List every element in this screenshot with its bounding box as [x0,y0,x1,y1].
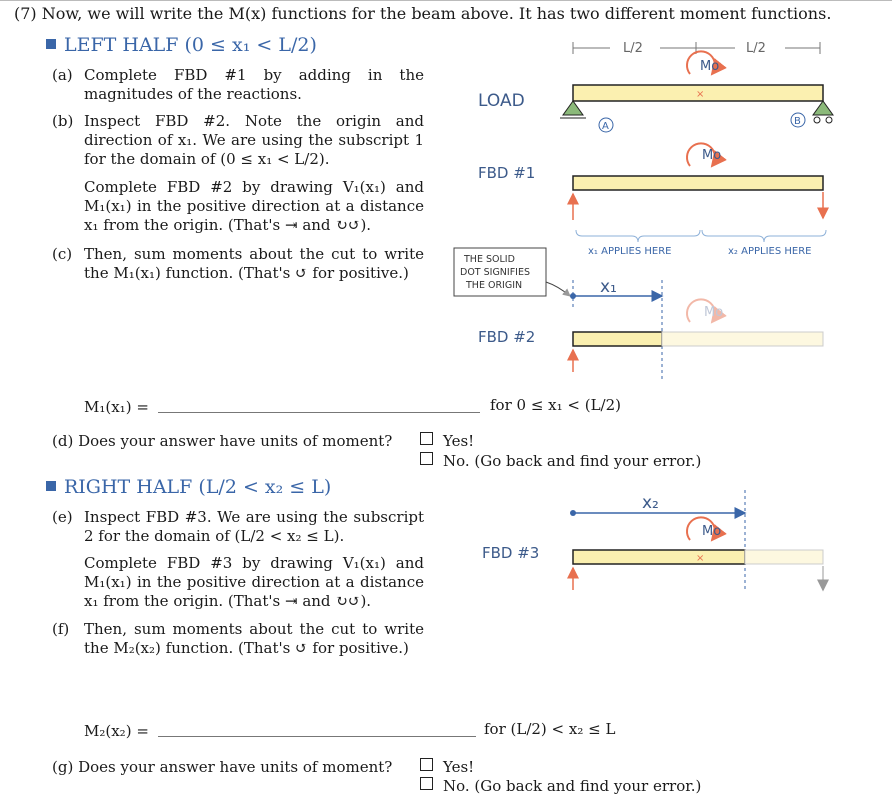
roller-support-icon [813,101,833,115]
item-b-instructions: Complete FBD #2 by drawing V₁(x₁) and M₁(x₁) in the positive direction at a distance x₁ from the origin. (That's ⇥ and ↻↺). [84,178,424,234]
svg-text:DOT SIGNIFIES: DOT SIGNIFIES [460,267,531,278]
pin-support-icon [563,101,583,115]
fbd2-label: FBD #2 [478,328,536,346]
item-c: (c) Then, sum moments about the cut to write the M₁(x₁) function. (That's ↺ for positive.) [52,245,424,282]
question-text: Now, we will write the M(x) functions for the beam above. It has two different moment functions. [41,4,832,23]
m1-answer-field[interactable] [158,396,480,413]
fbd2-beam-segment [573,332,662,346]
support-b-label: B [794,116,801,127]
svg-text:THE ORIGIN: THE ORIGIN [466,280,523,291]
svg-text:Mo: Mo [704,305,724,320]
question-number: (7) [14,4,37,23]
origin-note [454,248,570,296]
fbd2-beam-ghost [662,332,823,346]
m2-domain: for (L/2) < x₂ ≤ L [484,720,616,738]
fbd1-label: FBD #1 [478,164,536,182]
svg-text:×: × [696,553,705,564]
x2-applies-label: x₂ APPLIES HERE [728,246,812,257]
fbd3-beam-ghost [745,550,823,564]
m1-answer-label: M₁(x₁) = [84,398,149,416]
span-dimension [573,38,820,56]
moment-label: Mo [700,59,720,74]
fbd3-label: FBD #3 [482,544,540,562]
right-half-title: RIGHT HALF (L/2 < x₂ ≤ L) [46,476,331,498]
checkbox-icon[interactable] [420,758,433,771]
m2-answer-label: M₂(x₂) = [84,722,149,740]
svg-text:Mo: Mo [702,148,722,163]
m1-domain: for 0 ≤ x₁ < (L/2) [490,396,622,414]
fbd3-beam-segment [573,550,745,564]
top-rule [0,0,892,1]
option-yes-2[interactable]: Yes! [420,758,474,777]
load-label: LOAD [478,91,525,111]
svg-text:THE SOLID: THE SOLID [464,254,515,265]
item-b: (b) Inspect FBD #2. Note the origin and direction of x₁. We are using the subscript 1 for the domain of (0 ≤ x₁ < L/2). [52,112,424,168]
svg-text:Mo: Mo [702,524,722,539]
svg-text:×: × [696,89,705,100]
option-yes-1[interactable]: Yes! [420,432,474,451]
bullet-square-icon [46,481,56,491]
m2-answer-field[interactable] [158,720,476,737]
item-e-instructions: Complete FBD #3 by drawing V₁(x₁) and M₁(x₁) in the positive direction at a distance x₁ from the origin. (That's ⇥ and ↻↺). [84,554,424,610]
item-d: (d) Does your answer have units of moment? [52,432,393,450]
item-e: (e) Inspect FBD #3. We are using the subscript 2 for the domain of (L/2 < x₂ ≤ L). [52,508,424,545]
bullet-square-icon [46,39,56,49]
item-f: (f) Then, sum moments about the cut to write the M₂(x₂) function. (That's ↺ for positive.) [52,620,424,657]
question-header [14,4,831,23]
option-no-2[interactable]: No. (Go back and find your error.) [420,777,701,796]
beam-figure [440,30,880,610]
option-no-1[interactable]: No. (Go back and find your error.) [420,452,701,471]
half-span-label: L/2 [746,41,766,56]
half-span-label: L/2 [623,41,643,56]
item-g: (g) Does your answer have units of moment? [52,758,393,776]
x1-dimension-label: x₁ [600,277,617,297]
x1-applies-label: x₁ APPLIES HERE [588,246,672,257]
checkbox-icon[interactable] [420,777,433,790]
x2-dimension-label: x₂ [642,493,659,513]
support-a-label: A [602,121,609,132]
checkbox-icon[interactable] [420,432,433,445]
fbd1-beam [573,176,823,190]
item-a: (a) Complete FBD #1 by adding in the magnitudes of the reactions. [52,66,424,103]
left-half-title: LEFT HALF (0 ≤ x₁ < L/2) [46,34,317,56]
checkbox-icon[interactable] [420,452,433,465]
